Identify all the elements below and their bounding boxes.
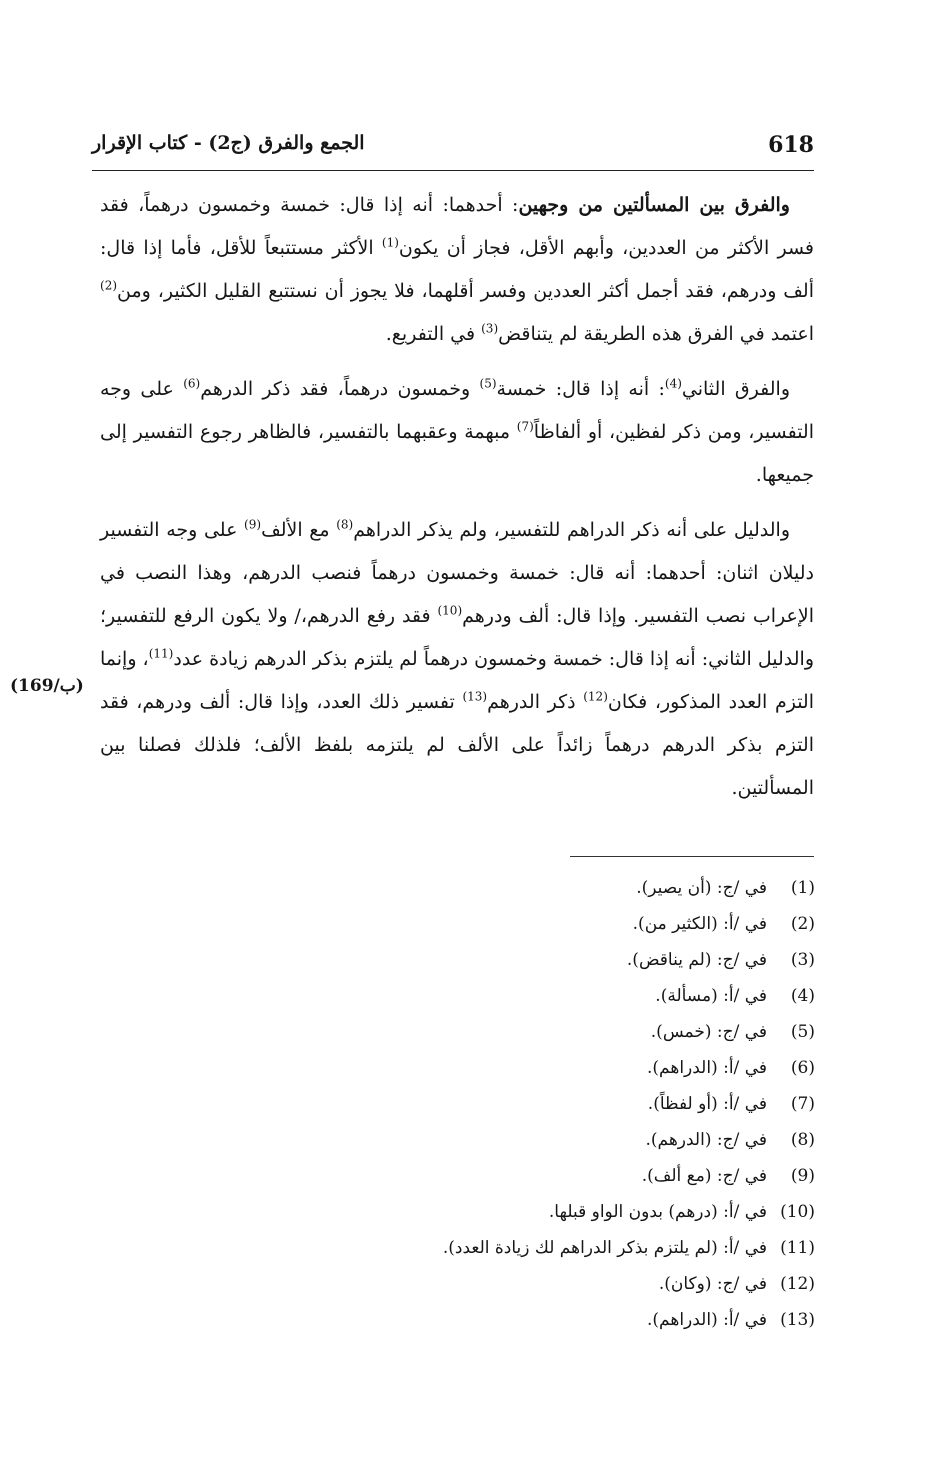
footnote-item (295, 1086, 815, 1122)
footnote-text: في /ج: (لم يناقض). (626, 950, 767, 970)
footnote-ref: (11) (148, 646, 174, 661)
text-span: في التفريع. (385, 323, 482, 345)
footnote-item (295, 1014, 815, 1050)
footnotes-list (295, 870, 815, 1338)
text-span: فقد رفع الدرهم،/ ولا يكون الرفع للتفسير؛ والدليل الثاني: أنه إذا قال: خمسة وخمسون درهماً لم يلتزم بذكر الدرهم زيادة عدد (100, 605, 815, 670)
footnote-item (295, 1122, 815, 1158)
footnote-item (295, 942, 815, 978)
footnote-number: (2) (790, 914, 815, 934)
footnote-ref: (1) (381, 235, 399, 250)
footnote-number: (8) (790, 1130, 815, 1150)
text-span: مبهمة وعقبهما بالتفسير، فالظاهر رجوع التفسير إلى جميعها. (100, 421, 814, 486)
footnote-ref: (13) (462, 689, 488, 704)
footnote-ref: (4) (664, 376, 682, 391)
footnote-ref: (8) (336, 517, 354, 532)
footnote-item (295, 1230, 815, 1266)
footnote-ref: (12) (583, 689, 608, 704)
paragraph-1 (100, 184, 814, 356)
text-span: : أنه إذا قال: خمسة (496, 378, 665, 400)
footnote-number: (9) (790, 1166, 815, 1186)
text-span: الأكثر مستتبعاً للأقل، فأما إذا قال: ألف ودرهم، فقد أجمل أكثر العددين وفسر أقلهما، فلا يجوز أن نستتبع القليل الكثير، ومن (100, 237, 814, 302)
footnote-text: في /ج: (الدرهم). (645, 1130, 767, 1150)
footnote-item (295, 1266, 815, 1302)
footnote-text: في /أ: (الدراهم). (647, 1310, 767, 1330)
footnote-item (295, 906, 815, 942)
footnote-item (295, 1050, 815, 1086)
text-span: : أحدهما: أنه إذا قال: خمسة وخمسون درهماً، فقد فسر الأكثر من العددين، وأبهم الأقل، فجاز أن يكون (100, 194, 814, 259)
footnote-ref: (5) (479, 376, 497, 391)
footnote-ref: (2) (100, 278, 118, 293)
text-span: مع الألف (261, 519, 337, 541)
footnote-text: في /أ: (أو لفظاً). (647, 1094, 767, 1114)
footnote-number: (11) (780, 1238, 815, 1258)
paragraph-2 (100, 368, 814, 497)
text-span: وخمسون درهماً، فقد ذكر الدرهم (200, 378, 480, 400)
text-span: ، وإنما التزم العدد المذكور، فكان (100, 648, 815, 713)
footnote-text: في /أ: (لم يلتزم بذكر الدراهم لك زيادة العدد). (442, 1238, 767, 1258)
footnote-item (295, 870, 815, 906)
page-number: 618 (768, 132, 814, 158)
footnote-number: (1) (790, 878, 815, 898)
footnote-text: في /أ: (مسألة). (655, 986, 767, 1006)
footnote-text: في /ج: (مع ألف). (641, 1166, 767, 1186)
running-title: الجمع والفرق (ج2) - كتاب الإقرار (92, 132, 365, 154)
footnote-number: (10) (780, 1202, 815, 1222)
footnote-item (295, 1302, 815, 1338)
footnote-text: في /ج: (وكان). (658, 1274, 767, 1294)
footnote-ref: (3) (481, 321, 499, 336)
footnote-text: في /أ: (الدراهم). (647, 1058, 767, 1078)
text-span: والدليل على أنه ذكر الدراهم للتفسير، ولم يذكر الدراهم (353, 519, 790, 541)
main-text (100, 184, 814, 822)
footnote-item (295, 1194, 815, 1230)
text-span: والفرق الثاني (681, 378, 790, 400)
footnote-number: (6) (790, 1058, 815, 1078)
paragraph-3 (100, 509, 814, 810)
footnote-number: (4) (790, 986, 815, 1006)
text-span: على وجه التفسير دليلان اثنان: أحدهما: أنه قال: خمسة وخمسون درهماً فنصب الدرهم، وهذا النصب في الإعراب نصب التفسير. وإذا قال: ألف ودرهم (100, 519, 814, 627)
footnote-ref: (6) (183, 376, 201, 391)
footnote-number: (7) (790, 1094, 815, 1114)
footnote-number: (5) (790, 1022, 815, 1042)
footnote-text: في /ج: (أن يصير). (636, 878, 767, 898)
text-span: اعتمد في الفرق هذه الطريقة لم يتناقض (498, 323, 814, 345)
footnote-text: في /أ: (درهم) بدون الواو قبلها. (548, 1202, 767, 1222)
footnote-text: في /ج: (خمس). (650, 1022, 767, 1042)
footnote-ref: (10) (437, 603, 463, 618)
footnote-divider (570, 856, 814, 857)
footnote-number: (13) (780, 1310, 815, 1330)
manuscript-folio-marker: (169/ب) (10, 676, 84, 696)
footnote-ref: (9) (244, 517, 262, 532)
paragraph-lead: والفرق بين المسألتين من وجهين (518, 194, 790, 216)
footnote-item (295, 978, 815, 1014)
footnote-ref: (7) (516, 419, 534, 434)
text-span: تفسير ذلك العدد، وإذا قال: ألف ودرهم، فقد التزم بذكر الدرهم درهماً زائداً على الألف لم يلتزمه بلفظ الألف؛ فلذلك فصلنا بين المسألتين. (100, 691, 814, 799)
footnote-item (295, 1158, 815, 1194)
page-header (92, 126, 814, 170)
text-span: على وجه التفسير، ومن ذكر لفظين، أو ألفاظاً (100, 378, 814, 443)
text-span: ذكر الدرهم (487, 691, 584, 713)
header-divider (92, 170, 814, 171)
footnote-text: في /أ: (الكثير من). (632, 914, 767, 934)
footnote-number: (12) (780, 1274, 815, 1294)
footnote-number: (3) (790, 950, 815, 970)
